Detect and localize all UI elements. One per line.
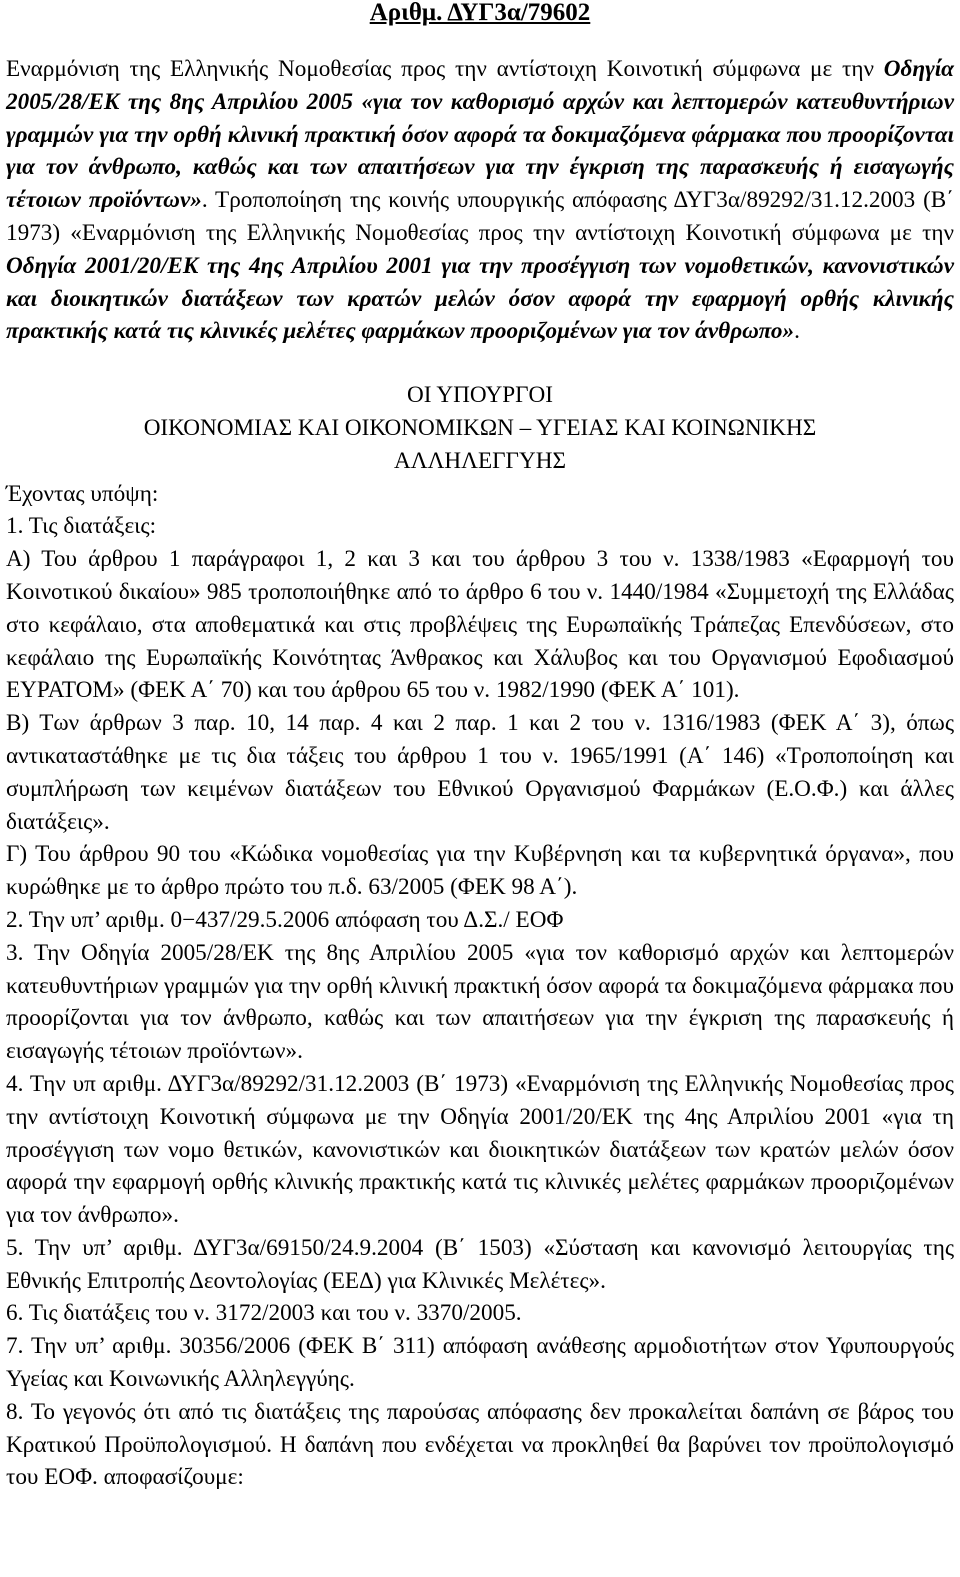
considering-label: Έχοντας υπόψη: [6, 480, 159, 507]
ministers-heading-line1: ΟΙ ΥΠΟΥΡΓΟΙ [407, 382, 553, 409]
paragraph-3: 3. Την Οδηγία 2005/28/ΕΚ της 8ης Απριλίου 2005 «για τον καθορισμό αρχών και λεπτομερών κατευθυντήριων γραμμών για την ορθή κλινική πρακτική όσον αφορά τα δοκιμαζόμενα φάρμακα που προορίζονται για τον άνθρωπο, καθώς και των απαιτήσεων για την έγκριση της παρασκευής ή εισαγωγής τέτοιων προϊόντων». [6, 939, 954, 1065]
paragraph-5: 5. Την υπ’ αριθμ. ΔΥΓ3α/69150/24.9.2004 (Β΄ 1503) «Σύσταση και κανονισμό λειτουργίας της Εθνικής Επιτροπής Δεοντολογίας (ΕΕΔ) για Κλινικές Μελέτες». [6, 1234, 954, 1294]
paragraph-2: 2. Την υπ’ αριθμ. 0−437/29.5.2006 απόφαση του Δ.Σ./ ΕΟΦ [6, 906, 564, 933]
paragraph-1c: Γ) Του άρθρου 90 του «Κώδικα νομοθεσίας για την Κυβέρνηση και τα κυβερνητικά όργανα», που κυρώθηκε με το άρθρο πρώτο του π.δ. 63/2005 (ΦΕΚ 98 Α΄). [6, 841, 954, 901]
subject-directive-2005: Οδηγία 2005/28/ΕΚ της 8ης Απριλίου 2005 «για τον καθορισμό αρχών και λεπτομερών κατευθυντήριων γραμμών για την ορθή κλινική πρακτική όσον αφορά τα δοκιμαζόμενα φάρμακα που προορίζονται για τον άνθρωπο, καθώς και των απαιτήσεων για την έγκριση της παρασκευής ή εισαγωγής τέτοιων προϊόντων» [6, 56, 954, 214]
ministers-heading-line3: ΑΛΛΗΛΕΓΓΥΗΣ [394, 447, 566, 474]
subject-text-1: Εναρμόνιση της Ελληνικής Νομοθεσίας προς την αντίστοιχη Κοινοτική σύμφωνα με την [6, 56, 884, 82]
paragraph-1: 1. Τις διατάξεις: [6, 513, 157, 540]
paragraph-6: 6. Τις διατάξεις του ν. 3172/2003 και του ν. 3370/2005. [6, 1300, 522, 1327]
paragraph-7: 7. Την υπ’ αριθμ. 30356/2006 (ΦΕΚ Β΄ 311) απόφαση ανάθεσης αρμοδιοτήτων στον Υφυπουργούς Υγείας και Κοινωνικής Αλληλεγγύης. [6, 1333, 954, 1393]
paragraph-4: 4. Την υπ αριθμ. ΔΥΓ3α/89292/31.12.2003 (Β΄ 1973) «Εναρμόνιση της Ελληνικής Νομοθεσίας προς την αντίστοιχη Κοινοτική σύμφωνα με την Οδηγία 2001/20/ΕΚ της 4ης Απριλίου 2001 «για τη προσέγγιση των νομο θετικών, κανονιστικών και διοικητικών διατάξεων των κρατών μελών όσον αφορά την εφαρμογή ορθής κλινικής πρακτικής κατά τις κλινικές μελέτες φαρμάκων προοριζομένων για τον άνθρωπο». [6, 1070, 954, 1229]
subject-paragraph [6, 53, 954, 348]
reference-title: Αριθμ. ΔΥΓ3α/79602 [369, 0, 591, 26]
paragraph-1a: Α) Του άρθρου 1 παράγραφοι 1, 2 και 3 και του άρθρου 3 του ν. 1338/1983 «Εφαρμογή του Κοινοτικού δικαίου» 985 τροποποιήθηκε από το άρθρο 6 του ν. 1440/1984 «Συμμετοχή της Ελλάδας στο κεφάλαιο, στα αποθεματικά και στις προβλέψεις της Ευρωπαϊκής Τράπεζας Επενδύσεων, στο κεφάλαιο της Ευρωπαϊκής Κοινότητας Άνθρακος και Χάλυβος και του Οργανισμού Εφοδιασμού ΕΥΡΑΤΟΜ» (ΦΕΚ Α΄ 70) και του άρθρου 65 του ν. 1982/1990 (ΦΕΚ Α΄ 101). [6, 546, 954, 704]
paragraph-8: 8. Το γεγονός ότι από τις διατάξεις της παρούσας απόφασης δεν προκαλείται δαπάνη σε βάρος του Κρατικού Προϋπολογισμού. Η δαπάνη που ενδέχεται να προκληθεί θα βαρύνει τον προϋπολογισμό του ΕΟΦ. αποφασίζουμε: [6, 1398, 954, 1491]
ministers-heading-line2: ΟΙΚΟΝΟΜΙΑΣ ΚΑΙ ΟΙΚΟΝΟΜΙΚΩΝ – ΥΓΕΙΑΣ ΚΑΙ ΚΟΙΝΩΝΙΚΗΣ [143, 414, 817, 441]
subject-text-2: . Τροποποίηση της κοινής υπουργικής απόφασης ΔΥΓ3α/89292/31.12.2003 (Β΄ 1973) «Εναρμόνιση της Ελληνικής Νομοθεσίας προς την αντίστοιχη Κοινοτική σύμφωνα με την [6, 187, 954, 246]
document-page [6, 0, 954, 1494]
subject-text-3: . [794, 318, 800, 345]
paragraph-1b: Β) Των άρθρων 3 παρ. 10, 14 παρ. 4 και 2 παρ. 1 και 2 του ν. 1316/1983 (ΦΕΚ Α΄ 3), όπως αντικαταστάθηκε με τις δια τάξεις του άρθρου 1 του ν. 1965/1991 (Α΄ 146) «Τροποποίηση και συμπλήρωση των κειμένων διατάξεων του Εθνικού Οργανισμού Φαρμάκων (Ε.Ο.Φ.) και άλλες διατάξεις». [6, 710, 954, 835]
subject-directive-2001: Οδηγία 2001/20/ΕΚ της 4ης Απριλίου 2001 για την προσέγγιση των νομοθετικών, κανονιστικών και διοικητικών διατάξεων των κρατών μελών όσον αφορά την εφαρμογή ορθής κλινικής πρακτικής κατά τις κλινικές μελέτες φαρμάκων προοριζομένων για τον άνθρωπο» [6, 252, 954, 345]
